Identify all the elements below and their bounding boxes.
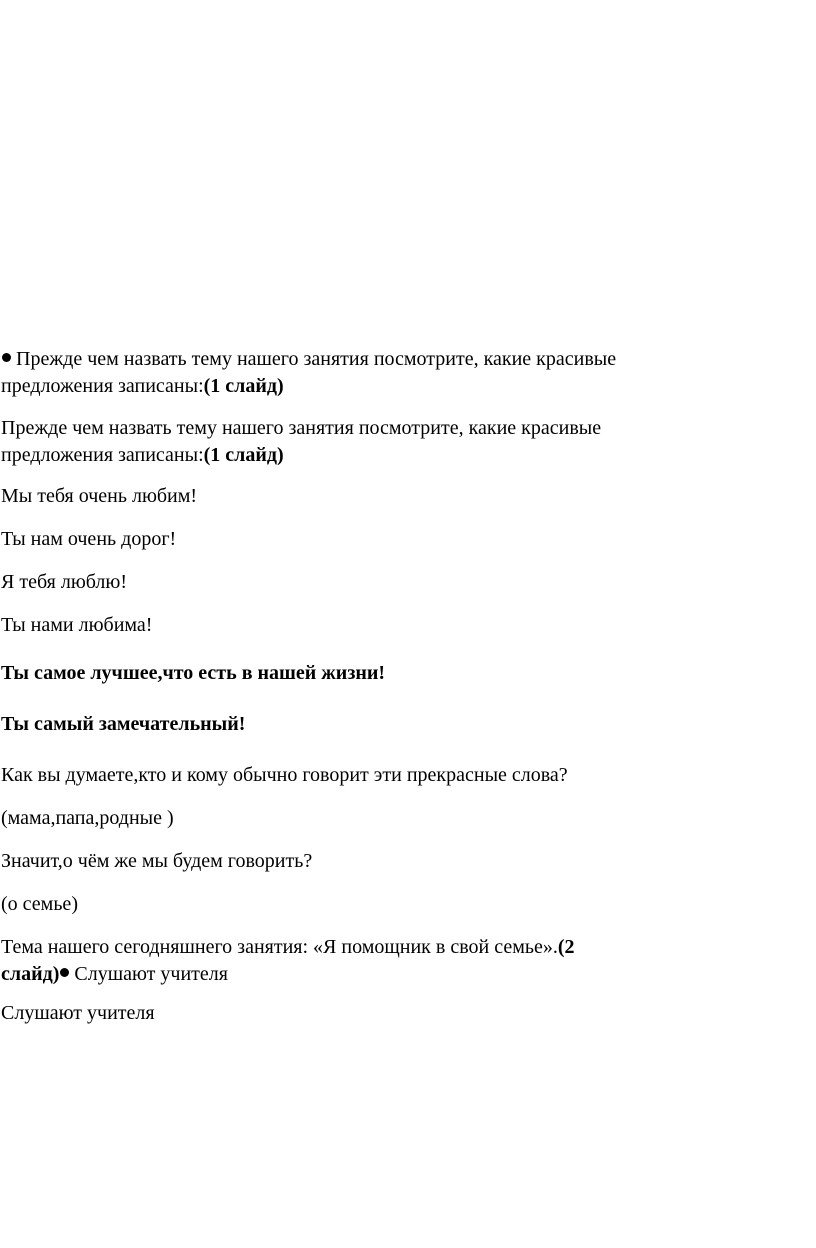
- bullet-icon: [2, 353, 11, 362]
- bullet-paragraph-1: [1, 346, 616, 400]
- topic-paragraph: [1, 934, 575, 988]
- slide-reference: (1 слайд): [203, 444, 284, 466]
- sentence-line-bold: Ты самый замечательный!: [1, 713, 246, 735]
- sentence-line: Я тебя люблю!: [1, 571, 128, 593]
- sentence-line-bold: Ты самое лучшее,что есть в нашей жизни!: [1, 662, 386, 684]
- paragraph-text: Прежде чем назвать тему нашего занятия посмотрите, какие красивые: [16, 348, 617, 370]
- answer-line: (о семье): [1, 893, 78, 915]
- paragraph-2: [1, 415, 601, 469]
- sentence-line: Ты нам очень дорог!: [1, 528, 177, 550]
- final-line: Слушают учителя: [1, 1002, 155, 1024]
- paragraph-text: предложения записаны:: [1, 375, 204, 397]
- question-line: Значит,о чём же мы будем говорить?: [1, 850, 313, 872]
- paragraph-text: Тема нашего сегодняшнего занятия: «Я помощник в свой семье».: [1, 936, 558, 958]
- slide-reference: (2: [557, 936, 575, 958]
- slide-reference: (1 слайд): [203, 375, 284, 397]
- question-line: Как вы думаете,кто и кому обычно говорит эти прекрасные слова?: [1, 764, 568, 786]
- sentence-line: Мы тебя очень любим!: [1, 485, 198, 507]
- bullet-icon: [60, 968, 69, 977]
- answer-line: (мама,папа,родные ): [1, 807, 174, 829]
- paragraph-text: предложения записаны:: [1, 444, 204, 466]
- sentence-line: Ты нами любима!: [1, 614, 153, 636]
- paragraph-text: Слушают учителя: [74, 963, 228, 985]
- slide-reference: слайд): [1, 963, 60, 985]
- paragraph-text: Прежде чем назвать тему нашего занятия посмотрите, какие красивые: [1, 417, 602, 439]
